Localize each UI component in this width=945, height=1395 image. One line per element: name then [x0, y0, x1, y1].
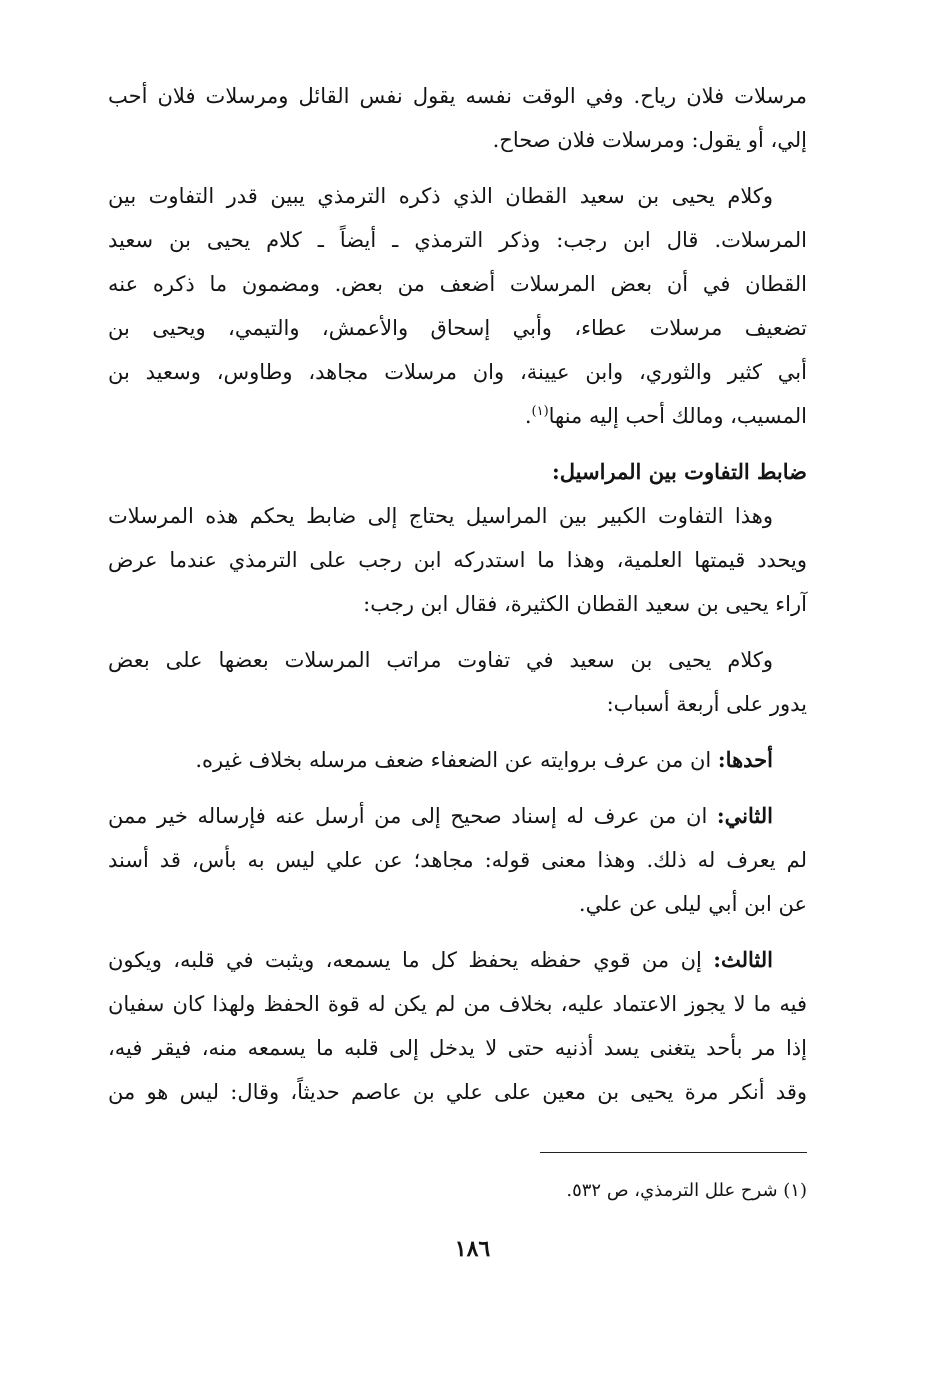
- paragraph-1: [108, 74, 807, 162]
- text-line-body: المسيب، ومالك أحب إليه منها: [548, 404, 807, 428]
- text-line: وهذا التفاوت الكبير بين المراسيل يحتاج إلى ضابط يحكم هذه المرسلات: [108, 504, 773, 528]
- text-line: مرسلات فلان رياح. وفي الوقت نفسه يقول نفس القائل ومرسلات فلان أحب: [108, 84, 807, 108]
- reason-label: الثالث:: [713, 947, 774, 972]
- text-line: فيه ما لا يجوز الاعتماد عليه، بخلاف من لم يكن له قوة الحفظ ولهذا كان سفيان: [108, 992, 807, 1016]
- paragraph-4: [108, 638, 807, 726]
- text-line: أبي كثير والثوري، وابن عيينة، وان مرسلات مجاهد، وطاوس، وسعيد بن: [108, 360, 807, 384]
- paragraph-2: [108, 174, 807, 438]
- footnote-divider: [540, 1152, 807, 1153]
- text-line: وقد أنكر مرة يحيى بن معين على علي بن عاصم حديثاً، وقال: ليس هو من: [108, 1080, 807, 1104]
- text-line: إذا مر بأحد يتغنى يسد أذنيه حتى لا يدخل إلى قلبه ما يسمعه منه، فيقر فيه،: [108, 1036, 807, 1060]
- footnote-reference: (١): [531, 404, 549, 419]
- reason-label: الثاني:: [716, 803, 773, 828]
- paragraph-reason-2: [108, 794, 807, 926]
- reason-text: ان من عرف له إسناد صحيح إلى من أرسل عنه فإرساله خير ممن: [108, 804, 708, 828]
- reason-label: أحدها:: [717, 747, 773, 772]
- paragraph-3: [108, 450, 807, 626]
- text-line: إلي، أو يقول: ومرسلات فلان صحاح.: [492, 128, 807, 152]
- paragraph-reason-1: [108, 738, 807, 782]
- page-number: ١٨٦: [454, 1236, 491, 1262]
- text-line: وكلام يحيى بن سعيد في تفاوت مراتب المرسلات بعضها على بعض: [108, 648, 773, 672]
- text-line: يدور على أربعة أسباب:: [606, 692, 807, 716]
- text-line: [108, 794, 807, 838]
- text-line: [108, 738, 807, 782]
- text-line-with-footnote: [108, 394, 807, 438]
- text-line: ويحدد قيمتها العلمية، وهذا ما استدركه ابن رجب على الترمذي عندما عرض: [108, 548, 807, 572]
- footnote: (١) شرح علل الترمذي، ص ٥٣٢.: [566, 1180, 807, 1201]
- text-line: تضعيف مرسلات عطاء، وأبي إسحاق والأعمش، والتيمي، ويحيى بن: [108, 316, 807, 340]
- line-end-period: .: [524, 404, 532, 428]
- text-line: لم يعرف له ذلك. وهذا معنى قوله: مجاهد؛ عن علي ليس به بأس، قد أسند: [108, 848, 807, 872]
- text-line: آراء يحيى بن سعيد القطان الكثيرة، فقال ابن رجب:: [363, 592, 807, 616]
- page-body: [108, 74, 807, 1126]
- text-line: المرسلات. قال ابن رجب: وذكر الترمذي ـ أيضاً ـ كلام يحيى بن سعيد: [108, 228, 807, 252]
- reason-text: إن من قوي حفظه يحفظ كل ما يسمعه، ويثبت في قلبه، ويكون: [108, 948, 702, 972]
- paragraph-reason-3: [108, 938, 807, 1114]
- reason-text: ان من عرف بروايته عن الضعفاء ضعف مرسله بخلاف غيره.: [195, 748, 712, 772]
- text-line: القطان في أن بعض المرسلات أضعف من بعض. ومضمون ما ذكره عنه: [108, 272, 807, 296]
- section-heading: ضابط التفاوت بين المراسيل:: [552, 459, 807, 484]
- text-line: [108, 938, 807, 982]
- text-line: وكلام يحيى بن سعيد القطان الذي ذكره الترمذي يبين قدر التفاوت بين: [108, 184, 773, 208]
- text-line: عن ابن أبي ليلى عن علي.: [578, 892, 807, 916]
